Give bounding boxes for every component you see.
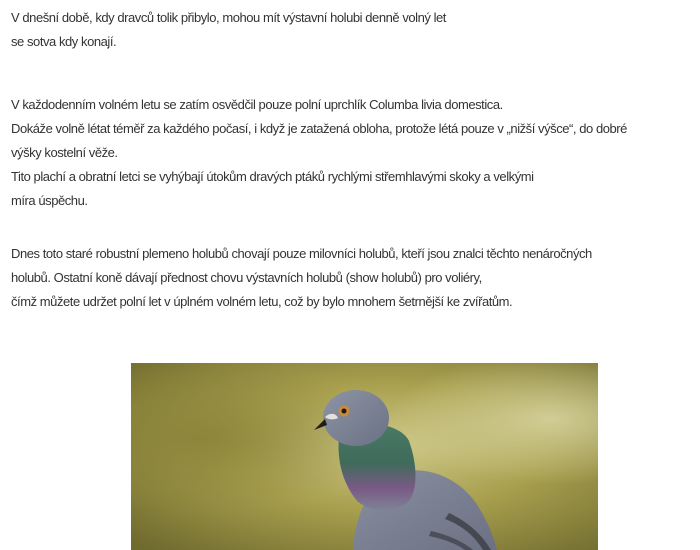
paragraph-2-line-3: výšky kostelní věže. xyxy=(11,145,118,160)
paragraph-1 xyxy=(11,6,446,54)
paragraph-1-line-2: se sotva kdy konají. xyxy=(11,34,117,49)
paragraph-2-line-5: míra úspěchu. xyxy=(11,193,88,208)
paragraph-2-line-2: Dokáže volně létat téměř za každého počasí, i když je zatažená obloha, protože létá pouze v „nižší výšce“, do dobré xyxy=(11,121,627,136)
paragraph-2 xyxy=(11,93,627,213)
paragraph-2-line-4: Tito plachí a obratní letci se vyhýbají útokům dravých ptáků rychlými střemhlavými skoky a velkými xyxy=(11,169,534,184)
paragraph-3-line-2: holubů. Ostatní koně dávají přednost chovu výstavních holubů (show holubů) pro voliéry, xyxy=(11,270,482,285)
paragraph-2-line-1: V každodenním volném letu se zatím osvědčil pouze polní uprchlík Columba livia domestica. xyxy=(11,97,503,112)
paragraph-3-line-1: Dnes toto staré robustní plemeno holubů chovají pouze milovníci holubů, kteří jsou znalci těchto nenáročných xyxy=(11,246,592,261)
pigeon-photo xyxy=(131,363,598,550)
paragraph-3 xyxy=(11,242,592,314)
paragraph-1-line-1: V dnešní době, kdy dravců tolik přibylo, mohou mít výstavní holubi denně volný let xyxy=(11,10,446,25)
paragraph-3-line-3: čímž můžete udržet polní let v úplném volném letu, což by bylo mnohem šetrnější ke zvířatům. xyxy=(11,294,513,309)
